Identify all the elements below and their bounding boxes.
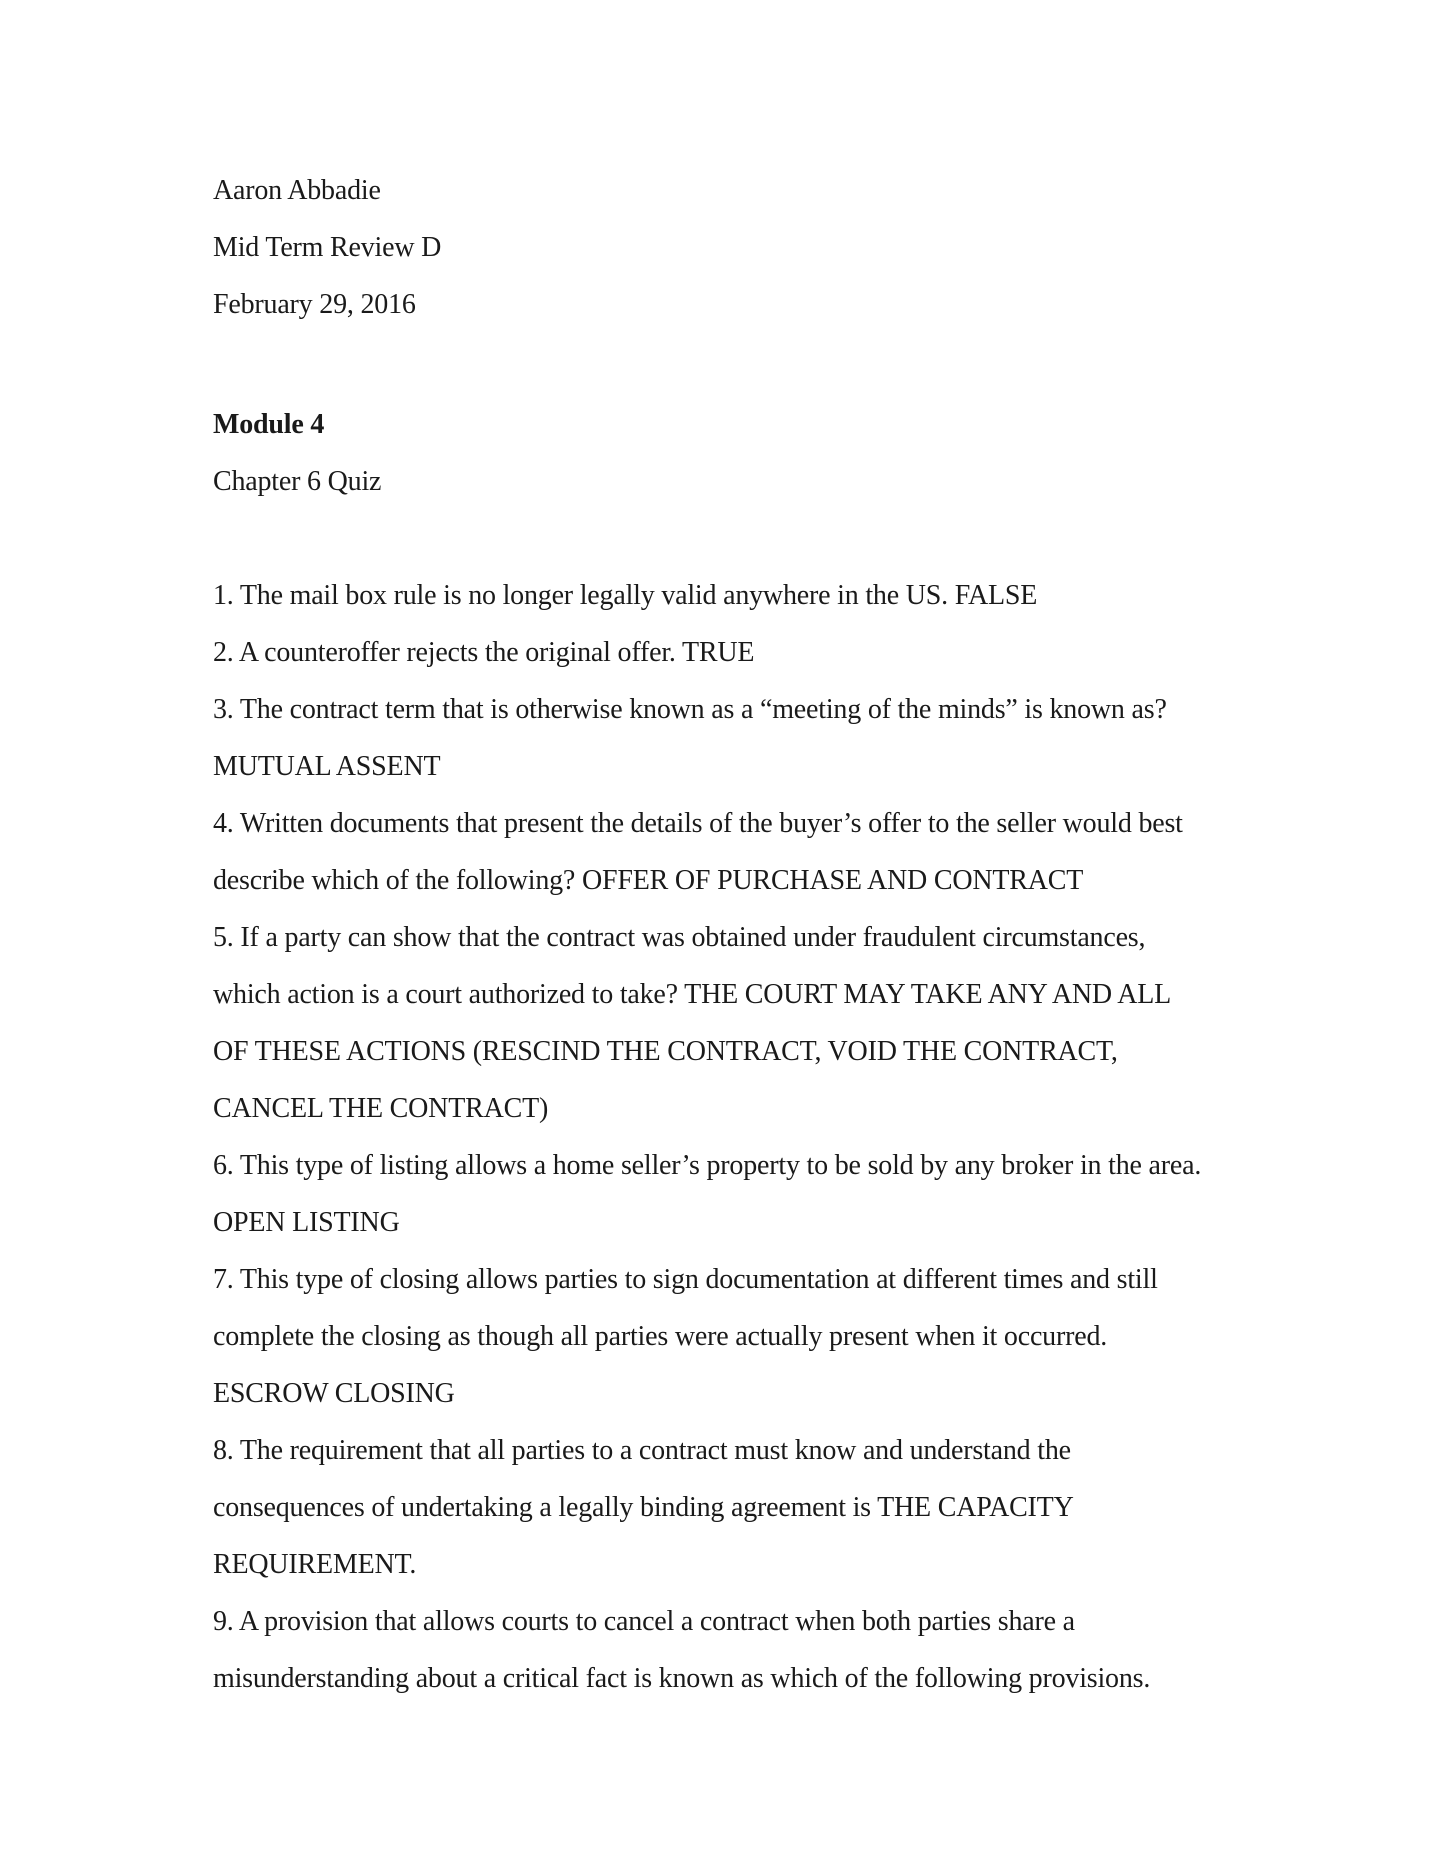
document-title: Mid Term Review D: [213, 232, 442, 263]
quiz-line: 7. This type of closing allows parties to sign documentation at different times and still: [213, 1264, 1158, 1295]
quiz-line: 1. The mail box rule is no longer legally valid anywhere in the US. FALSE: [213, 580, 1038, 611]
module-heading: Module 4: [213, 409, 325, 440]
quiz-line: consequences of undertaking a legally binding agreement is THE CAPACITY: [213, 1492, 1074, 1523]
module-heading-block: [213, 396, 1253, 510]
chapter-quiz-title: Chapter 6 Quiz: [213, 466, 382, 497]
quiz-line: REQUIREMENT.: [213, 1549, 417, 1580]
quiz-line: describe which of the following? OFFER OF PURCHASE AND CONTRACT: [213, 865, 1084, 896]
quiz-line: 9. A provision that allows courts to cancel a contract when both parties share a: [213, 1606, 1075, 1637]
quiz-line: OF THESE ACTIONS (RESCIND THE CONTRACT, VOID THE CONTRACT,: [213, 1036, 1118, 1067]
quiz-line: MUTUAL ASSENT: [213, 751, 441, 782]
quiz-line: 6. This type of listing allows a home seller’s property to be sold by any broker in the area.: [213, 1150, 1202, 1181]
quiz-line: 3. The contract term that is otherwise known as a “meeting of the minds” is known as?: [213, 694, 1167, 725]
quiz-body: [213, 567, 1253, 1707]
quiz-line: 2. A counteroffer rejects the original offer. TRUE: [213, 637, 755, 668]
quiz-line: CANCEL THE CONTRACT): [213, 1093, 549, 1124]
quiz-line: 4. Written documents that present the details of the buyer’s offer to the seller would best: [213, 808, 1183, 839]
author-name: Aaron Abbadie: [213, 175, 381, 206]
document-header: [213, 162, 1253, 333]
quiz-line: ESCROW CLOSING: [213, 1378, 455, 1409]
quiz-line: 8. The requirement that all parties to a contract must know and understand the: [213, 1435, 1071, 1466]
quiz-line: misunderstanding about a critical fact is known as which of the following provisions.: [213, 1663, 1151, 1694]
quiz-line: complete the closing as though all parties were actually present when it occurred.: [213, 1321, 1108, 1352]
quiz-line: which action is a court authorized to take? THE COURT MAY TAKE ANY AND ALL: [213, 979, 1172, 1010]
quiz-line: OPEN LISTING: [213, 1207, 400, 1238]
document-date: February 29, 2016: [213, 289, 416, 320]
quiz-line: 5. If a party can show that the contract was obtained under fraudulent circumstances,: [213, 922, 1146, 953]
